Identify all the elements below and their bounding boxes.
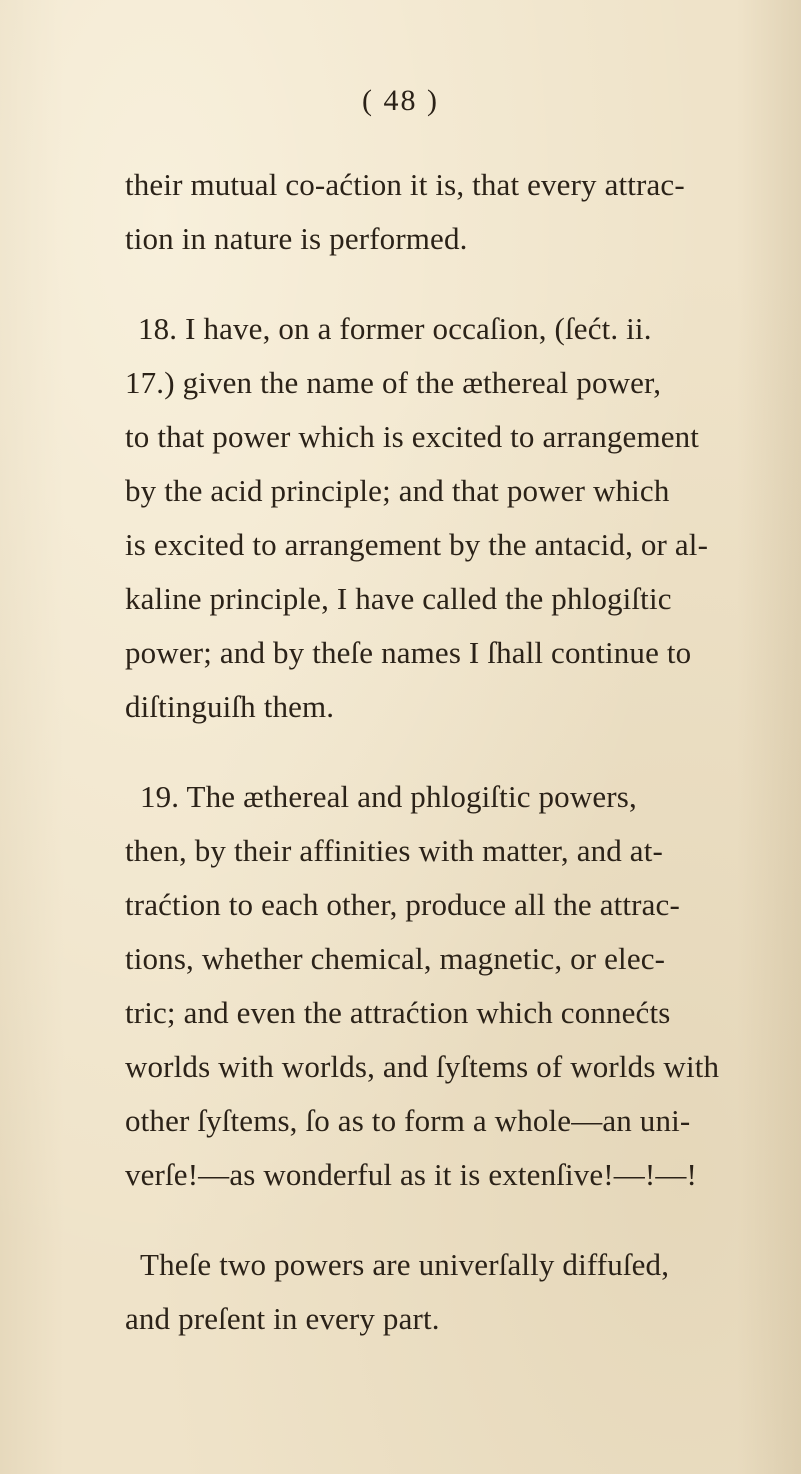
- text-line: their mutual co-aćtion it is, that every attrac-: [125, 167, 685, 202]
- text-line: traćtion to each other, produce all the attrac-: [125, 887, 680, 922]
- text-line: and preſent in every part.: [125, 1301, 440, 1336]
- text-line: tric; and even the attraćtion which connećts: [125, 995, 671, 1030]
- text-line: Theſe two powers are univerſally diffuſed,: [140, 1247, 670, 1282]
- text-line: kaline principle, I have called the phlogiſtic: [125, 581, 672, 616]
- text-line: then, by their affinities with matter, and at-: [125, 833, 663, 868]
- text-line: to that power which is excited to arrangement: [125, 419, 700, 454]
- text-line: power; and by theſe names I ſhall continue to: [125, 635, 692, 670]
- text-line: tion in nature is performed.: [125, 221, 468, 256]
- text-line: is excited to arrangement by the antacid, or al-: [125, 527, 709, 562]
- text-line: 19. The æthereal and phlogiſtic powers,: [140, 779, 637, 814]
- text-line: diſtinguiſh them.: [125, 689, 335, 724]
- text-line: 18. I have, on a former occaſion, (ſećt. ii.: [138, 311, 652, 346]
- page-number-header: ( 48 ): [362, 84, 439, 117]
- text-line: worlds with worlds, and ſyſtems of worlds with: [125, 1049, 720, 1084]
- text-line: 17.) given the name of the æthereal power,: [125, 365, 662, 400]
- text-line: by the acid principle; and that power which: [125, 473, 670, 508]
- text-line: other ſyſtems, ſo as to form a whole—an uni-: [125, 1103, 691, 1138]
- text-line: verſe!—as wonderful as it is extenſive!—!—!: [125, 1157, 698, 1192]
- text-line: tions, whether chemical, magnetic, or elec-: [125, 941, 666, 976]
